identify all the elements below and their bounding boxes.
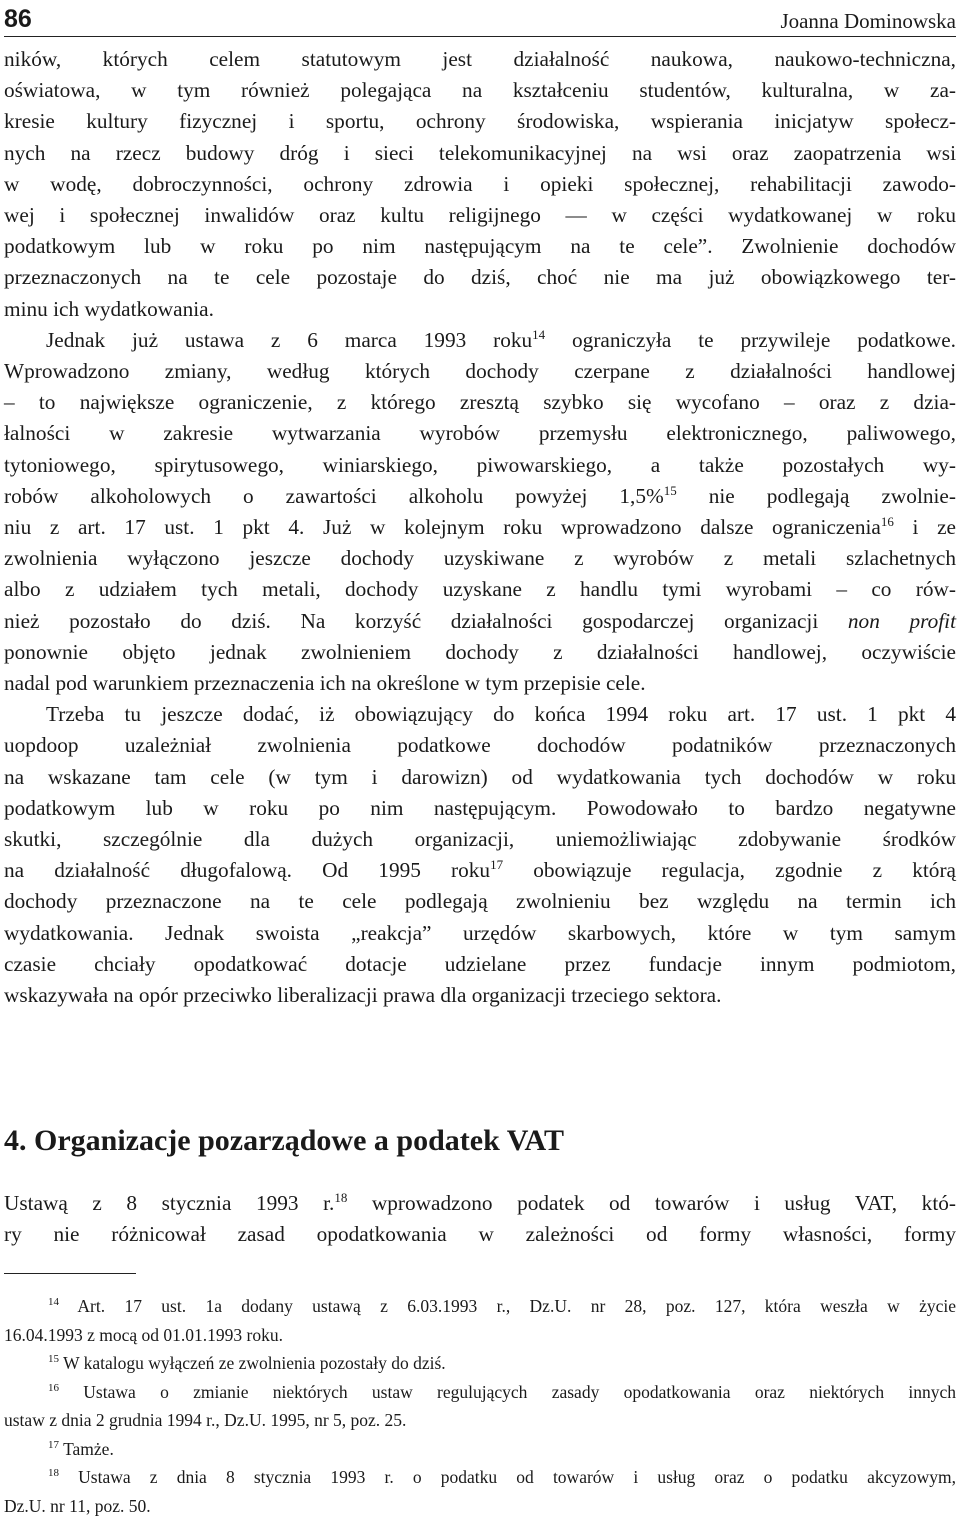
section-body	[4, 1188, 956, 1250]
text-run: ograniczyła te przywileje podatkowe.	[545, 327, 956, 352]
text-run: niu z art. 17 ust. 1 pkt 4. Już w kolejnym roku wprowadzono dalsze ograniczenia	[4, 515, 881, 540]
text-run: i ze	[893, 515, 956, 540]
text-line: nadal pod warunkiem przeznaczenia ich na określone w tym przepisie cele.	[4, 671, 646, 696]
text-run: Jednak już ustawa z 6 marca 1993 roku	[46, 327, 533, 352]
text-line	[4, 325, 956, 356]
text-line: skutki, szczególnie dla dużych organizacji, uniemożliwiając zdobywanie środków	[4, 827, 956, 852]
footnote-line: ustaw z dnia 2 grudnia 1994 r., Dz.U. 1995, nr 5, poz. 25.	[4, 1410, 407, 1430]
footnote-line	[4, 1292, 956, 1321]
text-line: kresie kultury fizycznej i sportu, ochrony środowiska, wspierania inicjatyw społecz-	[4, 109, 956, 134]
text-line	[4, 512, 956, 543]
text-line: albo z udziałem tych metali, dochody uzyskane z handlu tymi wyrobami – co rów-	[4, 577, 956, 602]
paragraph-4	[4, 1188, 956, 1250]
text-line: uopdoop uzależniał zwolnienia podatkowe dochodów podatników przeznaczonych	[4, 733, 956, 758]
footnotes	[4, 1292, 956, 1520]
footnote-ref-15[interactable]: 15	[663, 482, 677, 498]
text-line: wskazywała na opór przeciwko liberalizacji prawa dla organizacji trzeciego sektora.	[4, 983, 722, 1008]
section-heading: 4. Organizacje pozarządowe a podatek VAT	[4, 1124, 564, 1157]
page-number: 86	[4, 5, 32, 33]
italic-term-non-profit: non profit	[847, 608, 956, 633]
footnote-number: 17	[48, 1438, 59, 1451]
text-line: – to największe ograniczenie, z którego zresztą szybko się wycofano – oraz z dzia-	[4, 390, 956, 415]
text-run: nież pozostało do dziś. Na korzyść działalności gospodarczej organizacji	[4, 608, 848, 633]
text-line: nych na rzecz budowy dróg i sieci telekomunikacyjnej na wsi oraz zaopatrzenia wsi	[4, 140, 956, 165]
text-line: Wprowadzono zmiany, według których dochody czerpane z działalności handlowej	[4, 359, 956, 384]
paragraph-1	[4, 44, 956, 325]
text-line	[4, 481, 956, 512]
footnote-number: 16	[48, 1381, 59, 1394]
text-run: obowiązuje regulacja, zgodnie z którą	[503, 858, 956, 883]
text-line: na wskazane tam cele (w tym i darowizn) od wydatkowania tych dochodów w roku	[4, 764, 956, 789]
footnote-text: Tamże.	[63, 1438, 114, 1459]
text-line: w wodę, dobroczynności, ochrony zdrowia i opieki społecznej, rehabilitacji zawodo-	[4, 171, 956, 196]
text-line: zwolnienia wyłączono jeszcze dochody uzyskiwane z wyrobów z metali szlachetnych	[4, 546, 956, 571]
text-line: wej i społecznej inwalidów oraz kultu religijnego — w części wydatkowanej w roku	[4, 203, 956, 228]
footnote-number: 15	[48, 1353, 59, 1365]
footnote-ref-18[interactable]: 18	[334, 1190, 348, 1205]
footnote-15	[4, 1349, 956, 1378]
text-line: ników, których celem statutowym jest działalność naukowa, naukowo-techniczna,	[4, 47, 956, 71]
text-line	[4, 855, 956, 886]
footnote-18	[4, 1463, 956, 1520]
footnote-16	[4, 1378, 956, 1435]
text-line: Trzeba tu jeszcze dodać, iż obowiązujący do końca 1994 roku art. 17 ust. 1 pkt 4	[46, 702, 956, 727]
footnote-text: W katalogu wyłączeń ze zwolnienia pozostały do dziś.	[63, 1353, 446, 1373]
footnote-text: Ustawa o zmianie niektórych ustaw regulujących zasady opodatkowania oraz niektórych innych	[83, 1381, 956, 1402]
footnote-line: 16.04.1993 z mocą od 01.01.1993 roku.	[4, 1324, 283, 1345]
text-run: robów alkoholowych o zawartości alkoholu powyżej 1,5%	[4, 483, 664, 508]
running-head-author: Joanna Dominowska	[780, 9, 956, 33]
footnote-ref-16[interactable]: 16	[880, 514, 894, 530]
text-line: tytoniowego, spirytusowego, winiarskiego, piwowarskiego, a także pozostałych wy-	[4, 452, 956, 477]
text-line	[4, 1188, 956, 1219]
text-line: podatkowym lub w roku po nim następującym na te cele”. Zwolnienie dochodów	[4, 234, 956, 259]
footnote-number: 18	[48, 1467, 59, 1479]
footnote-text: Ustawa z dnia 8 stycznia 1993 r. o podatku od towarów i usług oraz o podatku akcyzowym,	[78, 1467, 956, 1487]
text-line: ponownie objęto jednak zwolnieniem dochody z działalności handlowej, oczywiście	[4, 639, 956, 664]
footnote-line	[4, 1435, 956, 1464]
footnote-text: Art. 17 ust. 1a dodany ustawą z 6.03.1993 r., Dz.U. nr 28, poz. 127, która weszła w życie	[77, 1296, 956, 1316]
footnote-number: 14	[48, 1296, 59, 1308]
paragraph-3	[4, 699, 956, 1011]
text-line: łalności w zakresie wytwarzania wyrobów przemysłu elektronicznego, paliwowego,	[4, 421, 956, 446]
footnote-line	[4, 1463, 956, 1492]
text-run: Ustawą z 8 stycznia 1993 r.	[4, 1191, 335, 1215]
text-line: czasie chciały opodatkować dotacje udzielane przez fundacje innym podmiotom,	[4, 951, 956, 976]
page-header	[4, 0, 956, 37]
text-line: oświatowa, w tym również polegająca na kształceniu studentów, kulturalna, w za-	[4, 78, 956, 103]
text-line: dochody przeznaczone na te cele podlegają zwolnieniu bez względu na termin ich	[4, 889, 956, 914]
footnote-ref-17[interactable]: 17	[490, 857, 504, 873]
paragraph-2	[4, 325, 956, 699]
footnote-line: Dz.U. nr 11, poz. 50.	[4, 1495, 151, 1516]
footnote-separator	[4, 1273, 136, 1274]
footnote-line	[4, 1378, 956, 1407]
text-run: na działalność długofalową. Od 1995 roku	[4, 858, 491, 883]
text-run: nie podlegają zwolnie-	[676, 483, 956, 508]
body-text	[4, 44, 956, 1011]
text-line: ry nie różnicował zasad opodatkowania w zależności od formy własności, formy	[4, 1222, 956, 1247]
footnote-ref-14[interactable]: 14	[532, 326, 546, 342]
text-line: przeznaczonych na te cele pozostaje do dziś, choć nie ma już obowiązkowego ter-	[4, 265, 956, 290]
text-line: podatkowym lub w roku po nim następującym. Powodowało to bardzo negatywne	[4, 795, 956, 820]
text-line	[4, 606, 956, 637]
text-line: minu ich wydatkowania.	[4, 296, 214, 321]
footnote-line	[4, 1349, 956, 1378]
text-run: wprowadzono podatek od towarów i usług VAT, któ-	[347, 1191, 956, 1215]
footnote-17	[4, 1435, 956, 1464]
footnote-14	[4, 1292, 956, 1349]
text-line: wydatkowania. Jednak swoista „reakcja” urzędów skarbowych, które w tym samym	[4, 920, 956, 945]
